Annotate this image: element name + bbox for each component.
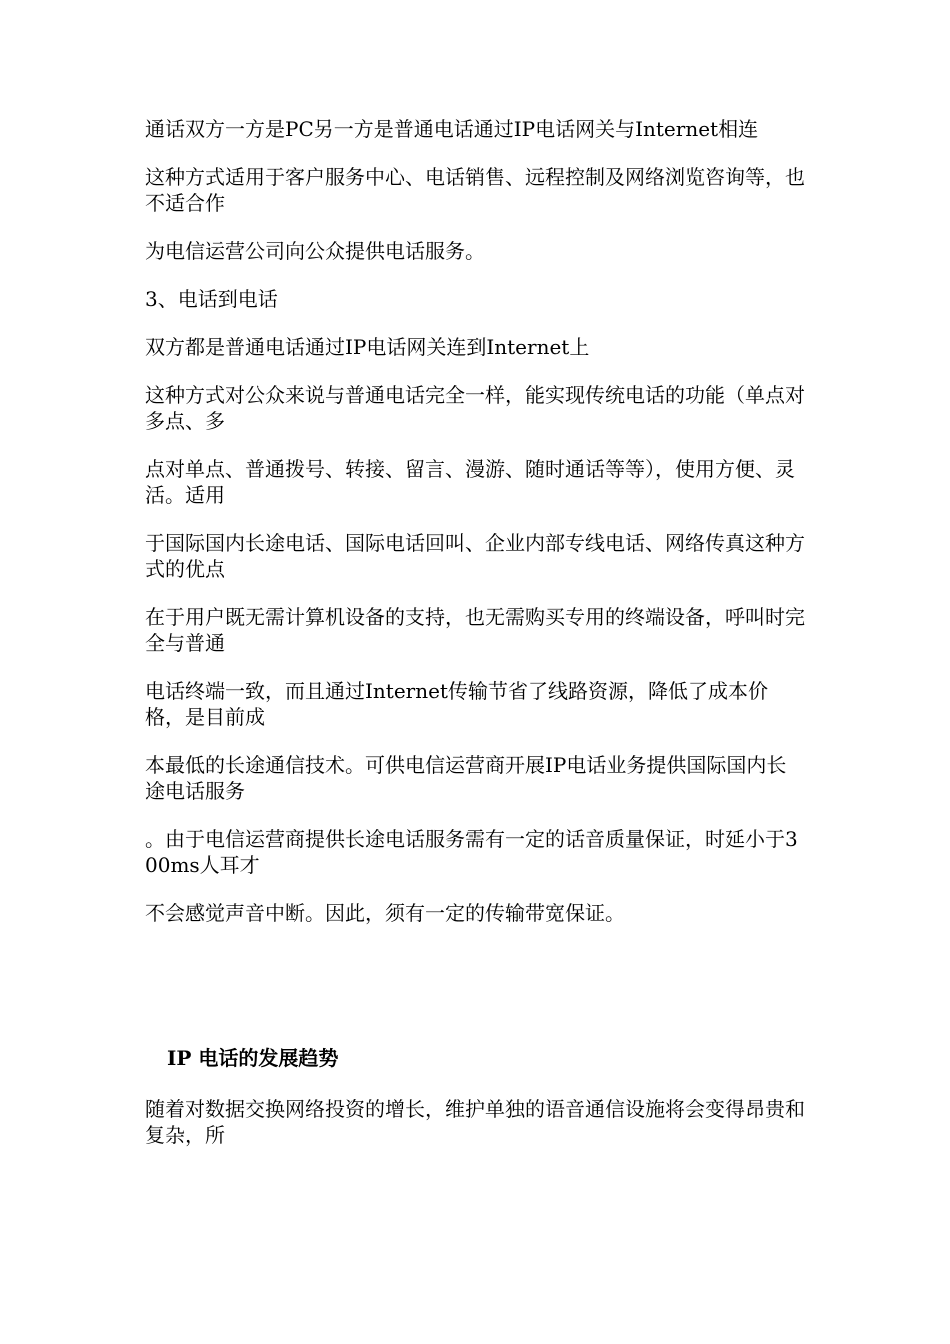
paragraph-public-usage: 这种方式对公众来说与普通电话完全一样，能实现传统电话的功能（单点对多点、多: [145, 383, 805, 433]
paragraph-features: 点对单点、普通拨号、转接、留言、漫游、随时通话等等），使用方便、灵活。适用: [145, 457, 795, 507]
paragraph-advantages: 在于用户既无需计算机设备的支持，也无需购买专用的终端设备，呼叫时完全与普通: [145, 605, 805, 655]
paragraph-applications: 于国际国内长途电话、国际电话回叫、企业内部专线电话、网络传真这种方式的优点: [145, 531, 805, 581]
subheading-phone-to-phone: 3、电话到电话: [145, 287, 278, 311]
paragraph-trend: 随着对数据交换网络投资的增长，维护单独的语音通信设施将会变得昂贵和复杂，所: [145, 1097, 805, 1147]
paragraph-phone-gateway: 双方都是普通电话通过IP电话网关连到Internet上: [145, 335, 590, 359]
paragraph-bandwidth: 不会感觉声音中断。因此，须有一定的传输带宽保证。: [145, 901, 625, 925]
paragraph-pc-to-phone: 通话双方一方是PC另一方是普通电话通过IP电话网关与Internet相连: [145, 117, 759, 141]
paragraph-use-cases-cont: 为电信运营公司向公众提供电话服务。: [145, 239, 485, 263]
section-spacer: [145, 948, 805, 1044]
paragraph-quality: 。由于电信运营商提供长途电话服务需有一定的话音质量保证，时延小于300ms人耳才: [145, 827, 798, 877]
paragraph-long-distance: 本最低的长途通信技术。可供电信运营商开展IP电话业务提供国际国内长途电话服务: [145, 753, 787, 803]
paragraph-use-cases: 这种方式适用于客户服务中心、电话销售、远程控制及网络浏览咨询等，也不适合作: [145, 165, 805, 215]
section-heading: IP 电话的发展趋势: [167, 1046, 339, 1070]
paragraph-cost: 电话终端一致，而且通过Internet传输节省了线路资源，降低了成本价格，是目前成: [145, 679, 768, 729]
document-page: [145, 116, 805, 1170]
